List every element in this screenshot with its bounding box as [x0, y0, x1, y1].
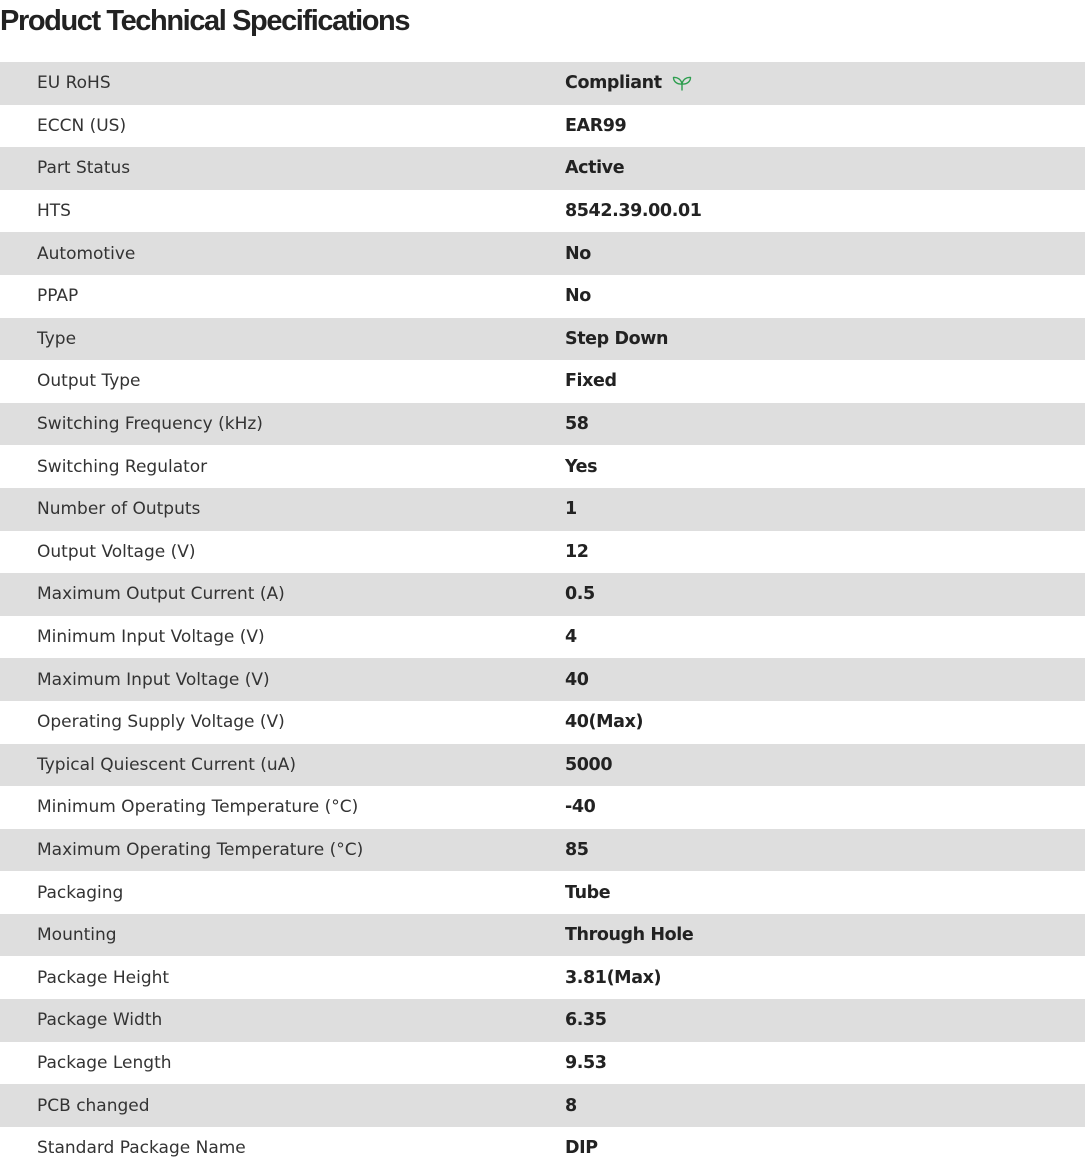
- spec-label: Package Height: [37, 967, 170, 988]
- spec-value: Fixed: [565, 371, 617, 392]
- spec-value: 8: [565, 1095, 577, 1116]
- spec-label: EU RoHS: [37, 73, 111, 94]
- page-title: Product Technical Specifications: [0, 5, 410, 37]
- spec-value: 5000: [565, 754, 613, 775]
- spec-label: Typical Quiescent Current (uA): [37, 754, 296, 775]
- spec-label: Operating Supply Voltage (V): [37, 712, 285, 733]
- spec-label: Packaging: [37, 882, 124, 903]
- spec-row-max-input-voltage: [0, 658, 1085, 701]
- spec-row-switching-regulator: [0, 445, 1085, 488]
- spec-value: 4: [565, 627, 577, 648]
- spec-row-number-of-outputs: [0, 488, 1085, 531]
- spec-value: EAR99: [565, 115, 627, 136]
- spec-label: Part Status: [37, 158, 131, 179]
- spec-value: 12: [565, 541, 589, 562]
- spec-row-output-type: [0, 360, 1085, 403]
- spec-label: Maximum Input Voltage (V): [37, 669, 270, 690]
- spec-value: 40: [565, 669, 589, 690]
- spec-value: 8542.39.00.01: [565, 201, 702, 222]
- spec-label: Number of Outputs: [37, 499, 201, 520]
- spec-value: -40: [565, 797, 596, 818]
- spec-row-max-output-current: [0, 573, 1085, 616]
- spec-value: Active: [565, 158, 625, 179]
- spec-label: Package Width: [37, 1010, 163, 1031]
- spec-row-min-operating-temp: [0, 786, 1085, 829]
- spec-row-operating-supply-voltage: [0, 701, 1085, 744]
- spec-value: 6.35: [565, 1010, 607, 1031]
- spec-label: Switching Frequency (kHz): [37, 414, 263, 435]
- spec-row-packaging: [0, 871, 1085, 914]
- spec-value: 85: [565, 839, 589, 860]
- spec-row-output-voltage: [0, 531, 1085, 574]
- spec-row-switching-frequency: [0, 403, 1085, 446]
- spec-value: 0.5: [565, 584, 595, 605]
- spec-value: Yes: [565, 456, 598, 477]
- spec-label: Minimum Input Voltage (V): [37, 627, 265, 648]
- spec-row-hts: [0, 190, 1085, 233]
- spec-value: No: [565, 286, 591, 307]
- spec-label: HTS: [37, 201, 71, 222]
- spec-label: Mounting: [37, 925, 117, 946]
- spec-row-mounting: [0, 914, 1085, 957]
- spec-row-part-status: [0, 147, 1085, 190]
- spec-value: Step Down: [565, 328, 669, 349]
- spec-label: PCB changed: [37, 1095, 150, 1116]
- spec-row-package-width: [0, 999, 1085, 1042]
- spec-row-pcb-changed: [0, 1084, 1085, 1127]
- leaf-icon: [672, 75, 692, 91]
- spec-label: Package Length: [37, 1052, 172, 1073]
- spec-label: ECCN (US): [37, 115, 127, 136]
- spec-row-ppap: [0, 275, 1085, 318]
- spec-value-container: [565, 73, 1085, 93]
- spec-value: 3.81(Max): [565, 967, 662, 988]
- spec-value: 40(Max): [565, 712, 644, 733]
- spec-row-package-length: [0, 1042, 1085, 1085]
- spec-row-quiescent-current: [0, 744, 1085, 787]
- spec-label: Standard Package Name: [37, 1138, 246, 1159]
- spec-value: Tube: [565, 882, 611, 903]
- spec-row-min-input-voltage: [0, 616, 1085, 659]
- spec-value: DIP: [565, 1138, 598, 1159]
- spec-value: No: [565, 243, 591, 264]
- spec-label: Output Voltage (V): [37, 541, 196, 562]
- spec-value: Through Hole: [565, 925, 694, 946]
- spec-row-max-operating-temp: [0, 829, 1085, 872]
- spec-label: Switching Regulator: [37, 456, 208, 477]
- spec-row-automotive: [0, 232, 1085, 275]
- spec-row-standard-package-name: [0, 1127, 1085, 1169]
- spec-label: Automotive: [37, 243, 136, 264]
- spec-row-type: [0, 318, 1085, 361]
- spec-label: Output Type: [37, 371, 141, 392]
- spec-row-package-height: [0, 956, 1085, 999]
- spec-row-eccn: [0, 105, 1085, 148]
- spec-label: Type: [37, 328, 77, 349]
- spec-label: PPAP: [37, 286, 79, 307]
- spec-value: Compliant: [565, 73, 662, 94]
- spec-label: Minimum Operating Temperature (°C): [37, 797, 359, 818]
- spec-value: 1: [565, 499, 577, 520]
- spec-row-eu-rohs: [0, 62, 1085, 105]
- spec-label: Maximum Output Current (A): [37, 584, 285, 605]
- spec-label: Maximum Operating Temperature (°C): [37, 839, 364, 860]
- spec-value: 58: [565, 414, 589, 435]
- spec-table: [0, 62, 1085, 1169]
- spec-value: 9.53: [565, 1052, 607, 1073]
